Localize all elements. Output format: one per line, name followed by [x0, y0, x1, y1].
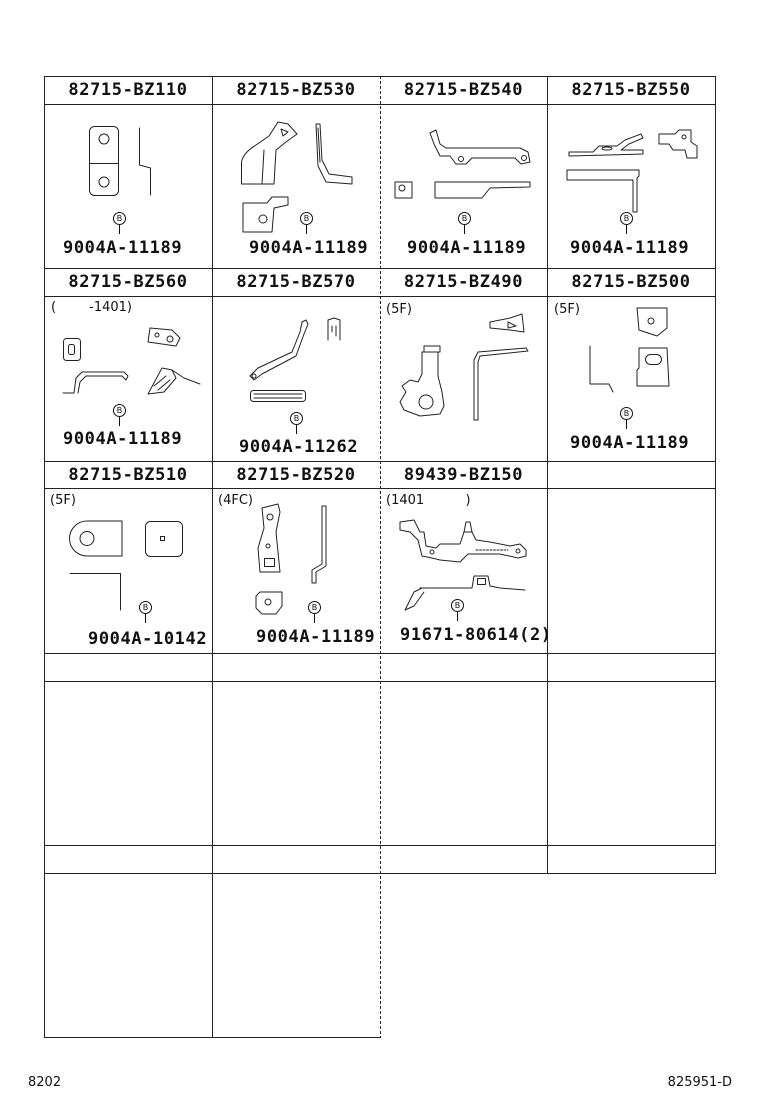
applicability-note: (4FC): [218, 493, 253, 508]
empty-header-cell: [380, 845, 547, 873]
bracket-drawing: [490, 314, 524, 332]
leader-line: [119, 417, 120, 426]
part-number-header: 82715-BZ530: [236, 80, 356, 100]
parts-cell: [380, 104, 547, 268]
leader-line: [314, 614, 315, 623]
bracket-illustration: [380, 296, 547, 461]
page-code: 8202: [28, 1075, 62, 1090]
reference-marker-b: B: [451, 599, 464, 612]
parts-cell: [380, 296, 547, 461]
reference-marker-b: B: [308, 601, 321, 614]
bracket-profile-drawing: [70, 574, 121, 611]
part-number-header: 82715-BZ490: [403, 272, 524, 292]
applicability-note: (5F): [554, 302, 580, 317]
bracket-drawing: [250, 320, 308, 380]
part-number-header: 89439-BZ150: [403, 464, 524, 485]
empty-parts-cell: [547, 681, 715, 845]
leader-line: [626, 225, 627, 234]
applicability-note: (5F): [386, 302, 412, 317]
parts-cell: [44, 488, 212, 653]
parts-cell: [44, 104, 212, 268]
applicability-note: (5F): [50, 493, 76, 508]
fastener-part-number: 9004A-11189: [407, 238, 527, 258]
bracket-drawing: [420, 576, 525, 590]
leader-line: [626, 420, 627, 429]
reference-marker-b: B: [300, 212, 313, 225]
part-number-header: 82715-BZ500: [571, 272, 691, 292]
parts-cell: [547, 296, 715, 461]
empty-header-cell: [380, 653, 547, 681]
part-number-header: 82715-BZ110: [68, 80, 188, 100]
empty-header-cell: [44, 845, 212, 873]
leader-line: [306, 225, 307, 234]
leader-line: [296, 425, 297, 434]
bracket-drawing: [148, 328, 180, 346]
empty-parts-cell: [547, 488, 715, 653]
fastener-part-number: 9004A-11189: [249, 238, 369, 258]
empty-parts-cell: [212, 681, 380, 845]
bracket-drawing: [405, 588, 424, 610]
bracket-drawing: [400, 346, 444, 416]
leader-line: [464, 225, 465, 234]
bracket-drawing: [70, 521, 123, 556]
empty-header-cell: [547, 845, 715, 873]
empty-parts-cell: [212, 873, 380, 1037]
bracket-drawing: [569, 134, 643, 156]
applicability-note: ( -1401): [51, 300, 132, 315]
bracket-drawing: [435, 182, 530, 198]
bracket-drawing: [400, 520, 526, 562]
illustration-id: 825951-D: [667, 1075, 732, 1090]
bracket-drawing: [63, 372, 128, 393]
part-number-header: 82715-BZ520: [236, 464, 356, 485]
empty-header-cell: [547, 461, 715, 488]
empty-parts-cell: [44, 681, 212, 845]
bracket-drawing: [148, 368, 200, 394]
parts-cell: [547, 104, 715, 268]
bracket-drawing: [659, 130, 697, 158]
part-number-header: 82715-BZ510: [68, 464, 188, 485]
fastener-part-number: 9004A-11189: [63, 238, 183, 258]
parts-cell: [212, 488, 380, 653]
fastener-part-number: 9004A-10142: [88, 629, 208, 649]
bracket-drawing: [64, 339, 81, 361]
part-number-header: 82715-BZ540: [403, 80, 524, 100]
fastener-part-number: 9004A-11189: [570, 433, 690, 453]
parts-cell: [212, 104, 380, 268]
bracket-drawing: [430, 130, 530, 164]
bracket-drawing: [312, 506, 326, 583]
bracket-drawing: [242, 122, 298, 184]
empty-header-cell: [212, 653, 380, 681]
bracket-profile-drawing: [140, 128, 151, 195]
fastener-part-number: 9004A-11189: [63, 429, 183, 449]
bracket-drawing: [474, 348, 528, 420]
reference-marker-b: B: [139, 601, 152, 614]
leader-line: [145, 614, 146, 623]
empty-header-cell: [547, 653, 715, 681]
bracket-drawing: [637, 348, 669, 386]
leader-line: [119, 225, 120, 234]
parts-cell: [212, 296, 380, 461]
plate-bracket-drawing: [90, 127, 119, 196]
reference-marker-b: B: [290, 412, 303, 425]
bracket-tab-drawing: [464, 522, 472, 532]
bracket-profile-drawing: [590, 346, 613, 392]
reference-marker-b: B: [620, 407, 633, 420]
bracket-drawing: [567, 170, 639, 212]
fastener-part-number: 9004A-11189: [256, 627, 376, 647]
bracket-drawing: [243, 197, 288, 232]
reference-marker-b: B: [113, 404, 126, 417]
reference-marker-b: B: [113, 212, 126, 225]
fastener-part-number: 9004A-11189: [570, 238, 690, 258]
fastener-part-number: 91671-80614(2): [400, 625, 552, 645]
bracket-drawing: [328, 318, 340, 340]
parts-cell: [44, 296, 212, 461]
part-number-header: 82715-BZ550: [571, 80, 691, 100]
empty-parts-cell: [44, 873, 212, 1037]
reference-marker-b: B: [458, 212, 471, 225]
empty-parts-cell: [380, 681, 547, 845]
applicability-note: (1401 ): [386, 493, 471, 508]
hole-drawing: [478, 579, 486, 585]
part-number-header: 82715-BZ570: [236, 272, 356, 292]
bracket-drawing: [637, 308, 667, 336]
fastener-part-number: 9004A-11262: [239, 437, 359, 457]
reference-marker-b: B: [620, 212, 633, 225]
empty-header-cell: [44, 653, 212, 681]
leader-line: [457, 612, 458, 621]
parts-cell: [380, 488, 552, 653]
rod-drawing: [251, 391, 306, 402]
empty-header-cell: [212, 845, 380, 873]
bracket-drawing: [316, 124, 352, 184]
bracket-drawing: [256, 592, 282, 614]
part-number-header: 82715-BZ560: [68, 272, 188, 292]
